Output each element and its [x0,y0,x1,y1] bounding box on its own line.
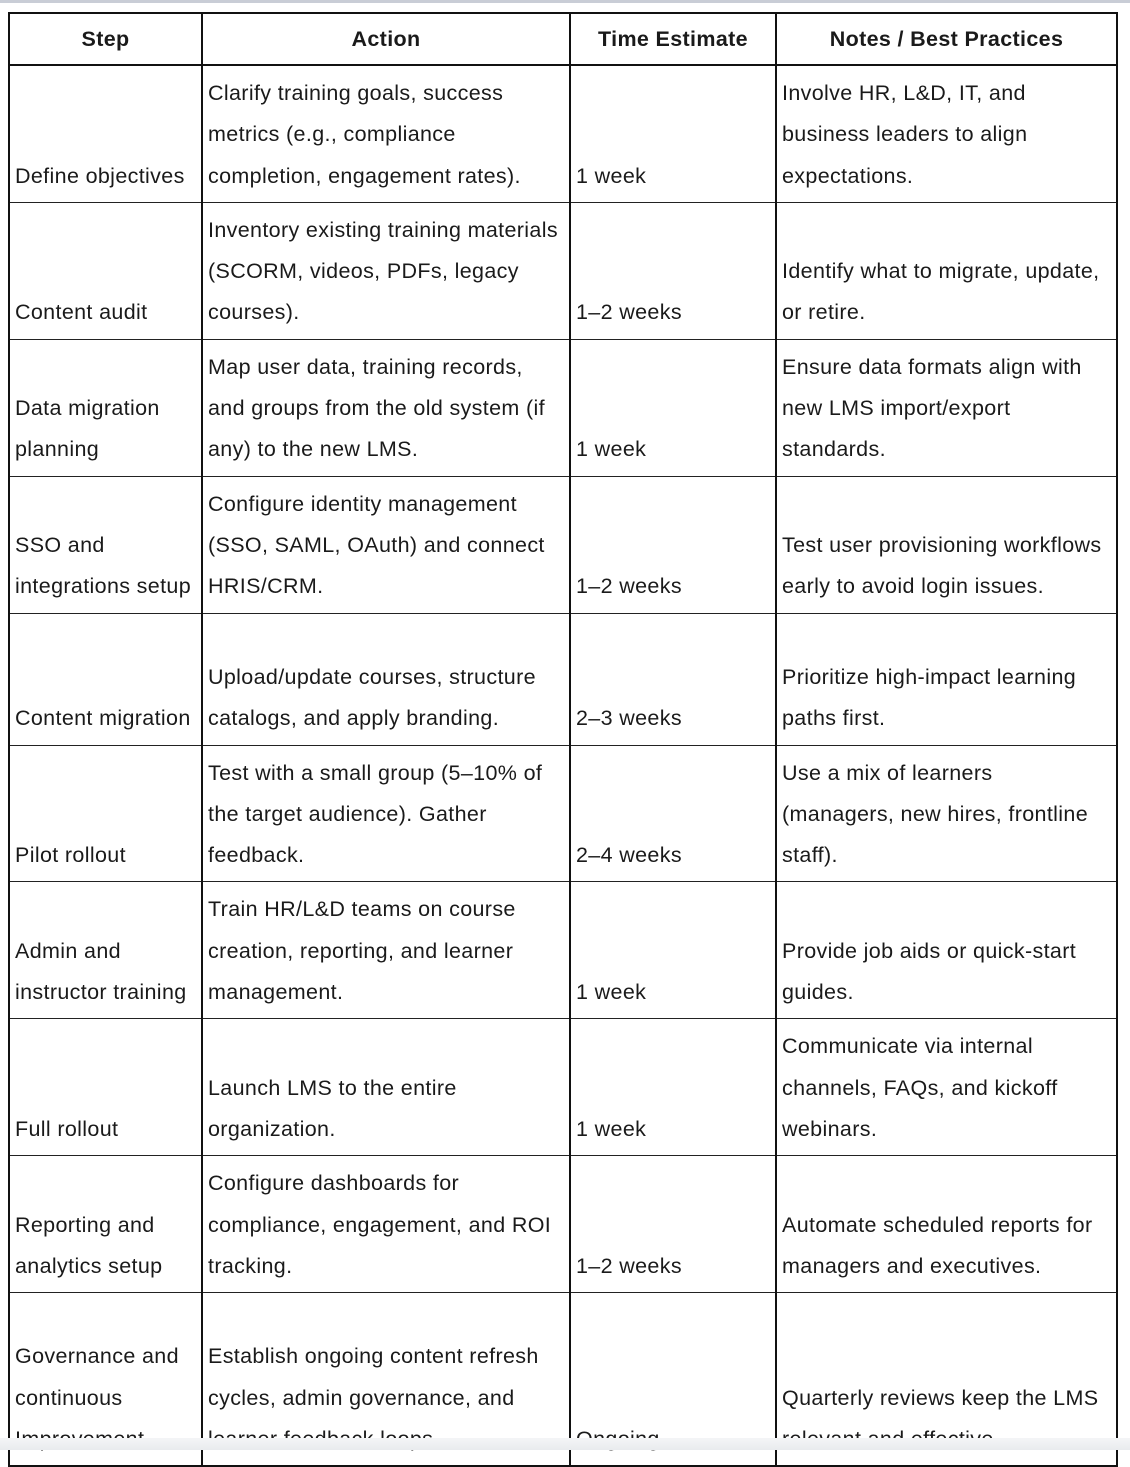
cell-notes: Ensure data formats align with new LMS import/export standards. [776,339,1117,476]
cell-time: 1–2 weeks [570,1156,776,1293]
cell-action: Train HR/L&D teams on course creation, reporting, and learner management. [202,882,570,1019]
cell-notes: Use a mix of learners (managers, new hires, frontline staff). [776,745,1117,882]
window-top-edge [0,0,1130,3]
table-row [9,1019,1117,1156]
cell-step: Full rollout [9,1019,202,1156]
cell-notes: Communicate via internal channels, FAQs, and kickoff webinars. [776,1019,1117,1156]
cell-time: 1 week [570,339,776,476]
cell-time: 2–4 weeks [570,745,776,882]
cell-notes: Automate scheduled reports for managers and executives. [776,1156,1117,1293]
cell-action: Inventory existing training materials (SCORM, videos, PDFs, legacy courses). [202,202,570,339]
cell-step: Data migration planning [9,339,202,476]
cell-step: Pilot rollout [9,745,202,882]
cell-notes: Provide job aids or quick-start guides. [776,882,1117,1019]
cell-time: 1 week [570,1019,776,1156]
table-row [9,202,1117,339]
header-step: Step [9,13,202,65]
table-header [9,13,1117,65]
cell-time: 1 week [570,65,776,202]
cell-step: Reporting and analytics setup [9,1156,202,1293]
table-body [9,65,1117,1466]
cell-step: Define objectives [9,65,202,202]
cell-action: Configure dashboards for compliance, engagement, and ROI tracking. [202,1156,570,1293]
cell-action: Upload/update courses, structure catalogs, and apply branding. [202,613,570,745]
header-notes: Notes / Best Practices [776,13,1117,65]
cell-notes: Identify what to migrate, update, or retire. [776,202,1117,339]
cell-notes: Prioritize high-impact learning paths first. [776,613,1117,745]
header-time-estimate: Time Estimate [570,13,776,65]
rollout-plan-table [8,12,1118,1467]
cell-notes: Involve HR, L&D, IT, and business leaders to align expectations. [776,65,1117,202]
cell-action: Configure identity management (SSO, SAML, OAuth) and connect HRIS/CRM. [202,476,570,613]
cell-notes: Test user provisioning workflows early to avoid login issues. [776,476,1117,613]
cell-time: 1–2 weeks [570,202,776,339]
cell-action: Clarify training goals, success metrics (e.g., compliance completion, engagement rates). [202,65,570,202]
header-action: Action [202,13,570,65]
cell-time: 1–2 weeks [570,476,776,613]
table-row [9,613,1117,745]
cell-notes: Quarterly reviews keep the LMS [776,1293,1117,1467]
cell-action: Establish ongoing content refresh cycles, admin governance, and [202,1293,570,1467]
cell-step: Governance and continuous [9,1293,202,1467]
cell-action: Launch LMS to the entire organization. [202,1019,570,1156]
cell-step: Content migration [9,613,202,745]
cell-action: Map user data, training records, and groups from the old system (if any) to the new LMS. [202,339,570,476]
table-row [9,1156,1117,1293]
table-row [9,882,1117,1019]
cell-action: Test with a small group (5–10% of the target audience). Gather feedback. [202,745,570,882]
window-bottom-edge [0,1438,1130,1450]
cell-step: SSO and integrations setup [9,476,202,613]
table-row [9,476,1117,613]
cell-time: 1 week [570,882,776,1019]
cell-step: Admin and instructor training [9,882,202,1019]
table-row [9,745,1117,882]
header-row [9,13,1117,65]
cell-time: 2–3 weeks [570,613,776,745]
table-row [9,339,1117,476]
table-row [9,65,1117,202]
cell-step: Content audit [9,202,202,339]
